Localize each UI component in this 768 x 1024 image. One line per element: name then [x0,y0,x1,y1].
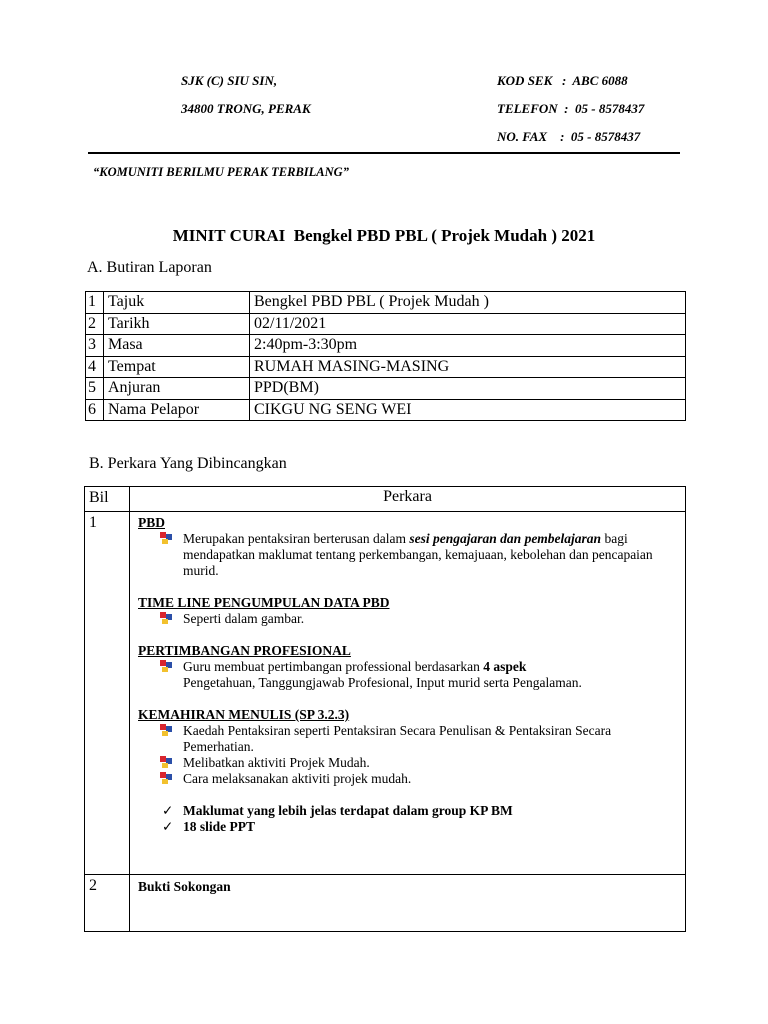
row-number: 6 [86,399,104,421]
discussion-table [84,486,686,932]
phone-number: TELEFON : 05 - 8578437 [497,101,645,116]
row-value: Bengkel PBD PBL ( Projek Mudah ) [250,292,686,314]
check-item-2: 18 slide PPT [183,819,256,834]
km-bullet2: Melibatkan aktiviti Projek Mudah. [183,755,370,770]
table-row [86,313,686,335]
pp-text-line2: Pengetahuan, Tanggungjawab Profesional, Input murid serta Pengalaman. [183,675,582,690]
colored-bullet-icon [160,612,173,625]
row-label: Nama Pelapor [104,399,250,421]
pbd-text-line3: murid. [183,563,219,578]
row-number: 5 [86,378,104,400]
timeline-text: Seperti dalam gambar. [183,611,305,626]
table-row [85,875,686,932]
header-divider [88,152,680,154]
row-number: 1 [86,292,104,314]
list-item [138,611,684,627]
colored-bullet-icon [160,532,173,545]
pbd-text-part1: Merupakan pentaksiran berterusan dalam [183,531,410,546]
row-label: Anjuran [104,378,250,400]
km-bullet1-line2: Pemerhatian. [183,739,254,754]
list-item [138,723,684,739]
school-code: KOD SEK : ABC 6088 [497,73,628,88]
school-address: 34800 TRONG, PERAK [181,101,311,116]
table-row [86,399,686,421]
professional-judgement-heading: PERTIMBANGAN PROFESIONAL [138,643,351,658]
row-label: Tempat [104,356,250,378]
timeline-heading: TIME LINE PENGUMPULAN DATA PBD [138,595,390,610]
row-number: 2 [86,313,104,335]
table-header-row [85,487,686,512]
pbd-text-part2: bagi [601,531,628,546]
list-item [138,819,684,835]
section-b-heading: B. Perkara Yang Dibincangkan [89,455,287,472]
writing-skills-heading: KEMAHIRAN MENULIS (SP 3.2.3) [138,707,350,722]
row-number: 4 [86,356,104,378]
school-name: SJK (C) SIU SIN, [181,73,278,88]
table-row [86,356,686,378]
table-row [86,335,686,357]
list-item [138,803,684,819]
check-item-1: Maklumat yang lebih jelas terdapat dalam group KP BM [183,803,513,818]
row-value: 2:40pm-3:30pm [250,335,686,357]
item-content [130,512,686,875]
table-row [85,512,686,875]
document-title: MINIT CURAI Bengkel PBD PBL ( Projek Mudah ) 2021 [172,226,596,245]
pbd-heading: PBD [138,515,165,530]
colored-bullet-icon [160,756,173,769]
km-bullet3: Cara melaksanakan aktiviti projek mudah. [183,771,412,786]
colored-bullet-icon [160,772,173,785]
pp-text-part1: Guru membuat pertimbangan professional berdasarkan [183,659,484,674]
bil-header: Bil [85,487,130,512]
row-value: 02/11/2021 [250,313,686,335]
table-row [86,378,686,400]
row-label: Tarikh [104,313,250,335]
row-value: PPD(BM) [250,378,686,400]
pbd-text-emphasis: sesi pengajaran dan pembelajaran [409,531,602,546]
row-label: Tajuk [104,292,250,314]
row-value: CIKGU NG SENG WEI [250,399,686,421]
pbd-text-line2: mendapatkan maklumat tentang perkembangan, kemajuaan, kebolehan dan pencapaian [183,547,653,562]
table-row [86,292,686,314]
list-item [138,659,684,675]
colored-bullet-icon [160,724,173,737]
item-content [130,875,686,932]
list-item [138,771,684,787]
row-value: RUMAH MASING-MASING [250,356,686,378]
fax-number: NO. FAX : 05 - 8578437 [497,129,641,144]
check-icon: ✓ [162,803,174,818]
report-details-table [85,291,686,421]
item-number: 1 [85,512,130,875]
section-a-heading: A. Butiran Laporan [87,259,212,276]
list-item [138,755,684,771]
colored-bullet-icon [160,660,173,673]
motto: “KOMUNITI BERILMU PERAK TERBILANG” [93,165,349,179]
pp-text-bold: 4 aspek [483,659,527,674]
row-number: 3 [86,335,104,357]
km-bullet1-line1: Kaedah Pentaksiran seperti Pentaksiran Secara Penulisan & Pentaksiran Secara [183,723,612,738]
supporting-evidence-label: Bukti Sokongan [138,879,231,894]
item-number: 2 [85,875,130,932]
perkara-header: Perkara [130,487,686,512]
check-icon: ✓ [162,819,174,834]
list-item [138,531,684,547]
row-label: Masa [104,335,250,357]
